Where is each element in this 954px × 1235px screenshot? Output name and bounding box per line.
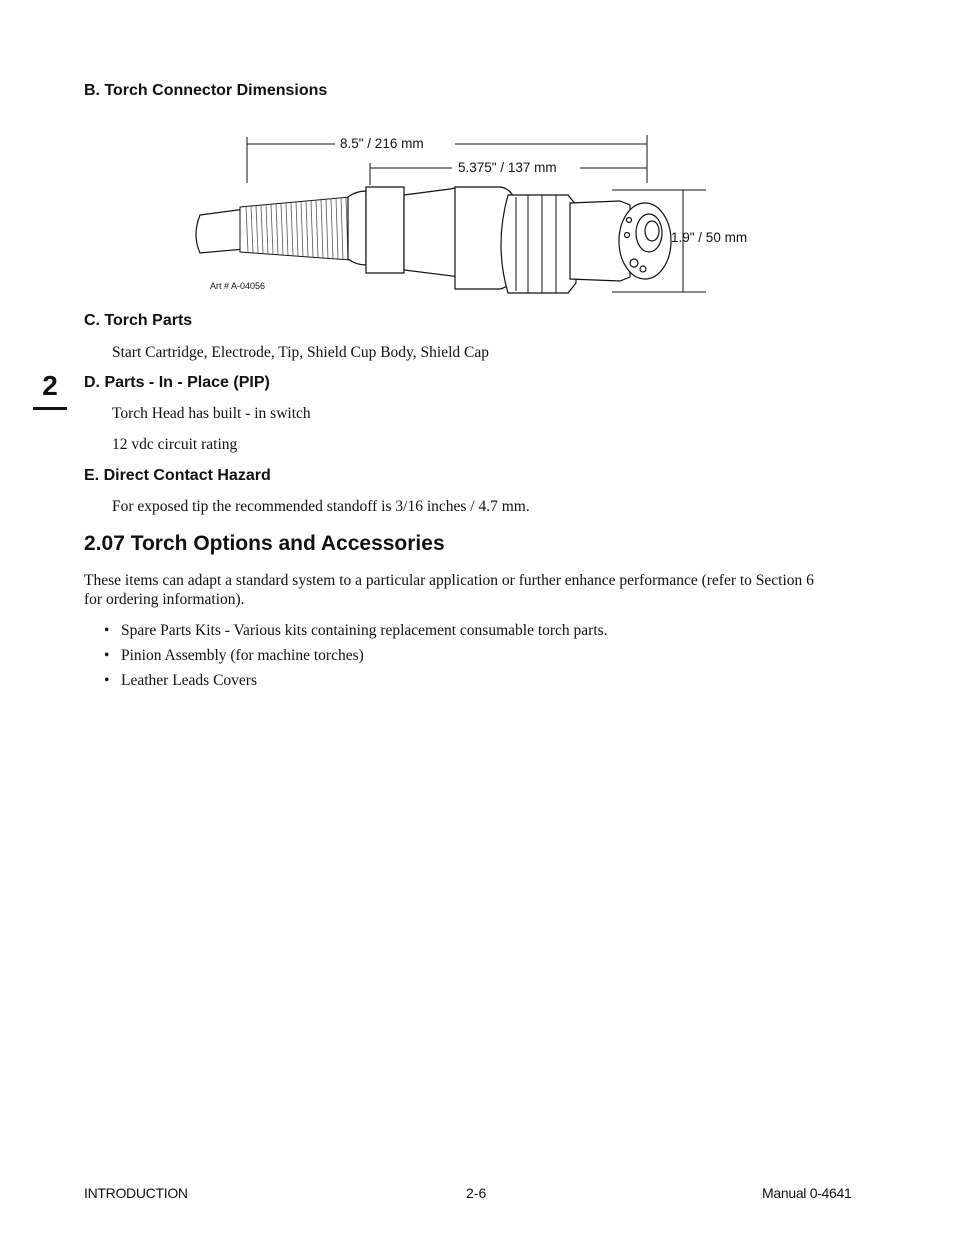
footer-section: INTRODUCTION (84, 1185, 188, 1201)
dimension-overall (247, 135, 647, 183)
corrugated-boot (240, 197, 350, 260)
dimension-diameter-label: 1.9" / 50 mm (671, 230, 748, 245)
section-d-line1: Torch Head has built - in switch (112, 405, 311, 422)
options-intro-line2: for ordering information). (84, 591, 245, 608)
section-b-heading: B. Torch Connector Dimensions (84, 82, 328, 99)
connector-collar (348, 187, 460, 277)
list-item: • Leather Leads Covers (104, 672, 257, 689)
list-item: • Pinion Assembly (for machine torches) (104, 647, 364, 664)
section-d-line2: 12 vdc circuit rating (112, 436, 238, 453)
section-d-heading: D. Parts - In - Place (PIP) (84, 374, 270, 391)
section-e-heading: E. Direct Contact Hazard (84, 467, 271, 484)
footer-manual-number: Manual 0-4641 (762, 1185, 852, 1201)
section-e-text: For exposed tip the recommended standoff is 3/16 inches / 4.7 mm. (112, 498, 530, 515)
chapter-rule (33, 407, 67, 410)
list-item: • Spare Parts Kits - Various kits containing replacement consumable torch parts. (104, 622, 608, 639)
dimension-partial-label: 5.375" / 137 mm (458, 160, 557, 175)
section-c-heading: C. Torch Parts (84, 312, 193, 329)
hose-cable (196, 209, 245, 253)
options-intro-line1: These items can adapt a standard system to a particular application or further enhance performance (refer to Section 6 (84, 572, 814, 589)
knurled-ring (501, 195, 576, 293)
dimension-overall-label: 8.5" / 216 mm (340, 136, 424, 151)
section-c-text: Start Cartridge, Electrode, Tip, Shield Cup Body, Shield Cap (112, 344, 490, 361)
chapter-number: 2 (42, 370, 58, 401)
bullet-icon: • (104, 622, 110, 639)
connector-face (619, 203, 671, 279)
options-heading: 2.07 Torch Options and Accessories (84, 532, 445, 555)
art-number: Art # A-04056 (210, 281, 266, 291)
bullet-icon: • (104, 672, 110, 689)
bullet-icon: • (104, 647, 110, 664)
torch-connector-diagram (190, 125, 790, 300)
footer-page-number: 2-6 (466, 1185, 487, 1201)
chapter-tab (33, 370, 67, 402)
